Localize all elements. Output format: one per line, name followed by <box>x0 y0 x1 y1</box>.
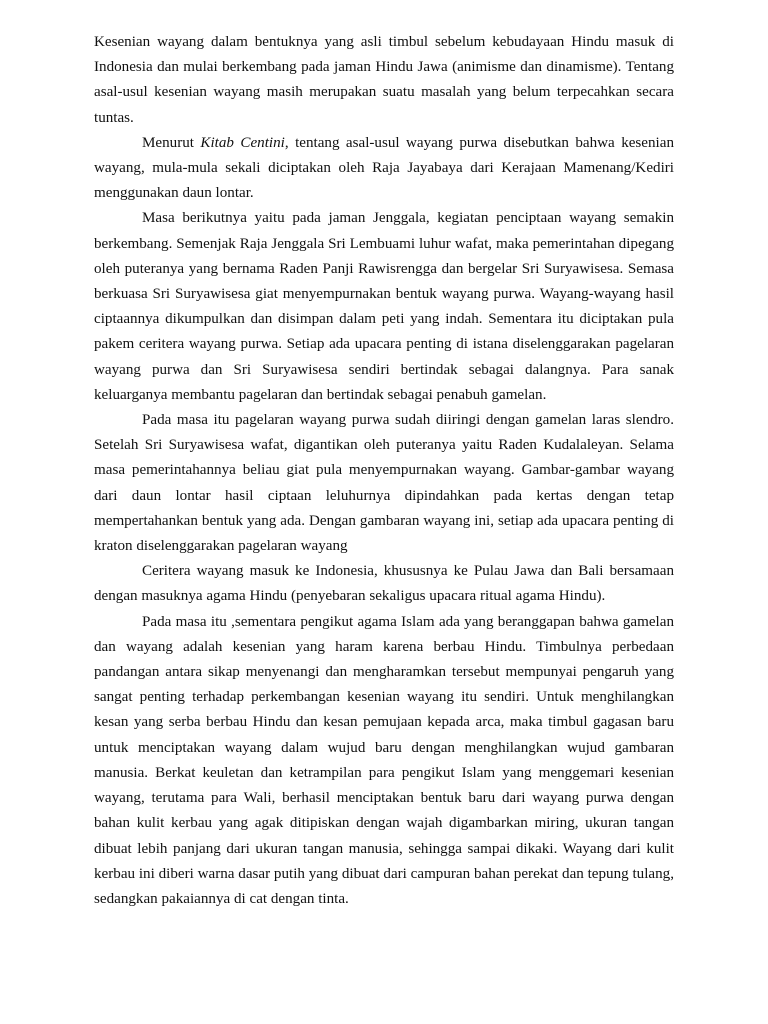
paragraph-1: Kesenian wayang dalam bentuknya yang asli timbul sebelum kebudayaan Hindu masuk di Indonesia dan mulai berkembang pada jaman Hindu Jawa (animisme dan dinamisme). Tentang asal-usul kesenian wayang masih merupakan suatu masalah yang belum terpecahkan secara tuntas. <box>94 34 674 126</box>
paragraph-2 <box>94 131 674 207</box>
paragraph-4: Pada masa itu pagelaran wayang purwa sudah diiringi dengan gamelan laras slendro. Setelah Sri Suryawisesa wafat, digantikan oleh puteranya yaitu Raden Kudalaleyan. Selama masa pemerintahannya beliau giat pula menyempurnakan wayang. Gambar-gambar wayang dari daun lontar hasil ciptaan leluhurnya dipindahkan pada kertas dengan tetap mempertahankan bentuk yang ada. Dengan gambaran wayang ini, setiap ada upacara penting di kraton diselenggarakan pagelaran wayang <box>94 412 674 555</box>
paragraph-3: Masa berikutnya yaitu pada jaman Jenggala, kegiatan penciptaan wayang semakin berkembang. Semenjak Raja Jenggala Sri Lembuami luhur wafat, maka pemerintahan dipegang oleh puteranya yang bernama Raden Panji Rawisrengga dan bergelar Sri Suryawisesa. Semasa berkuasa Sri Suryawisesa giat menyempurnakan bentuk wayang purwa. Wayang-wayang hasil ciptaannya dikumpulkan dan disimpan dalam peti yang indah. Sementara itu diciptakan pula pakem ceritera wayang purwa. Setiap ada upacara penting di istana diselenggarakan pagelaran wayang purwa dan Sri Suryawisesa sendiri bertindak sebagai dalangnya. Para sanak keluarganya membantu pagelaran dan bertindak sebagai penabuh gamelan. <box>94 210 674 403</box>
paragraph-6: Pada masa itu ,sementara pengikut agama Islam ada yang beranggapan bahwa gamelan dan wayang adalah kesenian yang haram karena berbau Hindu. Timbulnya perbedaan pandangan antara sikap menyenangi dan mengharamkan tersebut mempunyai pengaruh yang sangat penting terhadap perkembangan kesenian wayang itu sendiri. Untuk menghilangkan kesan yang serba berbau Hindu dan kesan pemujaan kepada arca, maka timbul gagasan baru untuk menciptakan wayang dalam wujud baru dengan menghilangkan wujud gambaran manusia. Berkat keuletan dan ketrampilan para pengikut Islam yang menggemari kesenian wayang, terutama para Wali, berhasil menciptakan bentuk baru dari wayang purwa dengan bahan kulit kerbau yang agak ditipiskan dengan wajah digambarkan miring, ukuran tangan dibuat lebih panjang dari ukuran tangan manusia, sehingga sampai dikaki. Wayang dari kulit kerbau ini diberi warna dasar putih yang dibuat dari campuran bahan perekat dan tepung tulang, sedangkan pakaiannya di cat dengan tinta. <box>94 613 674 907</box>
paragraph-2-rest: , tentang asal-usul wayang purwa disebutkan bahwa kesenian wayang, mula-mula sekali diciptakan oleh Raja Jayabaya dari Kerajaan Mamenang/Kediri menggunakan daun lontar. <box>94 134 674 202</box>
paragraph-5: Ceritera wayang masuk ke Indonesia, khususnya ke Pulau Jawa dan Bali bersamaan dengan masuknya agama Hindu (penyebaran sekaligus upacara ritual agama Hindu). <box>94 563 674 605</box>
paragraph-2-lead: Menurut <box>142 134 201 151</box>
document-page <box>94 30 674 912</box>
book-title: Kitab Centini <box>200 134 285 151</box>
